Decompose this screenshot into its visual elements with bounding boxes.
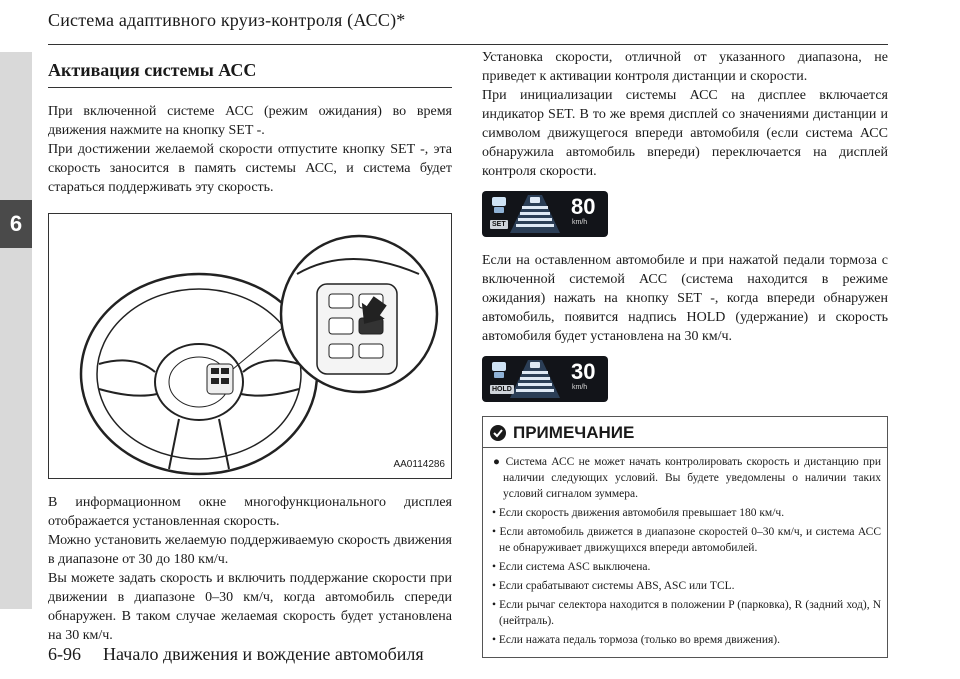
- paragraph: Можно установить желаемую поддерживаемую скорость движения в диапазоне от 30 до 180 км/ч.: [48, 533, 452, 567]
- display-speed: 30: [571, 359, 596, 384]
- acc-display-hold: [482, 356, 608, 402]
- chapter-tab: 6: [0, 200, 32, 248]
- note-sub-item: • Если автомобиль движется в диапазоне скоростей 0–30 км/ч, и система АСС не обнаруживает движущихся впереди автомобилей.: [489, 524, 881, 556]
- page-header-title: Система адаптивного круиз-контроля (АСС)*: [48, 10, 406, 30]
- paragraph: Вы можете задать скорость и включить поддержание скорости при движении в диапазоне 0–30 км/ч, когда автомобиль спереди обнаружен. В таком случае желаемая скорость будет установлена на 30 км/ч.: [48, 571, 452, 643]
- figure-code: AA0114286: [393, 459, 445, 470]
- paragraph: При достижении желаемой скорости отпустите кнопку SET -, эта скорость заносится в память системы АСС, и система будет стараться поддерживать эту скорость.: [48, 142, 452, 195]
- paragraph: Установка скорости, отличной от указанного диапазона, не приведет к активации контроля дистанции и скорости.: [482, 50, 888, 84]
- chapter-name: Начало движения и вождение автомобиля: [103, 644, 424, 664]
- display-unit: km/h: [572, 219, 588, 226]
- steering-wheel-figure: [48, 213, 452, 479]
- note-box: [482, 416, 888, 658]
- header-rule: [48, 44, 888, 45]
- note-sub-item: • Если срабатывают системы ABS, ASC или TCL.: [489, 578, 881, 594]
- display-hold-tag: HOLD: [492, 386, 512, 393]
- note-sub-item: • Если рычаг селектора находится в положении P (парковка), R (задний ход), N (нейтраль).: [489, 597, 881, 629]
- page-number: 6-96: [48, 644, 81, 664]
- display-unit: km/h: [572, 384, 588, 391]
- note-title: ПРИМЕЧАНИЕ: [513, 423, 635, 442]
- note-list: [489, 454, 881, 648]
- right-column: [482, 48, 888, 658]
- note-sub-item: • Если скорость движения автомобиля превышает 180 км/ч.: [489, 505, 881, 521]
- chapter-side-strip: [0, 52, 32, 609]
- display-speed: 80: [571, 194, 596, 219]
- note-sub-item: • Если система ASC выключена.: [489, 559, 881, 575]
- left-column: [48, 54, 452, 645]
- paragraph: В информационном окне многофункционального дисплея отображается установленная скорость.: [48, 495, 452, 529]
- note-item: ● Система АСС не может начать контролировать скорость и дистанцию при наличии следующих условий. Вы будете уведомлены о наличии таких условий сигналом зуммера.: [493, 456, 881, 500]
- steering-wheel-illustration: [49, 214, 451, 478]
- acc-display-set: [482, 191, 608, 237]
- note-header: [483, 417, 887, 448]
- section-title: Активация системы АСС: [48, 54, 452, 88]
- paragraph: При инициализации системы АСС на дисплее включается индикатор SET. В то же время дисплей со значениями дистанции и символом движущегося впереди автомобиля (если система АСС обнаружила автомобиль впереди) переключается на дисплей контроля скорости.: [482, 88, 888, 179]
- page-footer: [48, 644, 446, 665]
- checkmark-icon: [489, 424, 507, 442]
- paragraph: Если на оставленном автомобиле и при нажатой педали тормоза с включенной системой АСС (система находится в режиме ожидания) нажать на кнопку SET -, когда впереди обнаружен автомобиль, появится надпись HOLD (удержание) и скорость автомобиля будет установлена на 30 км/ч.: [482, 253, 888, 344]
- display-set-tag: SET: [492, 221, 506, 228]
- paragraph: При включенной системе АСС (режим ожидания) во время движения нажмите на кнопку SET -.: [48, 104, 452, 138]
- note-sub-item: • Если нажата педаль тормоза (только во время движения).: [489, 632, 881, 648]
